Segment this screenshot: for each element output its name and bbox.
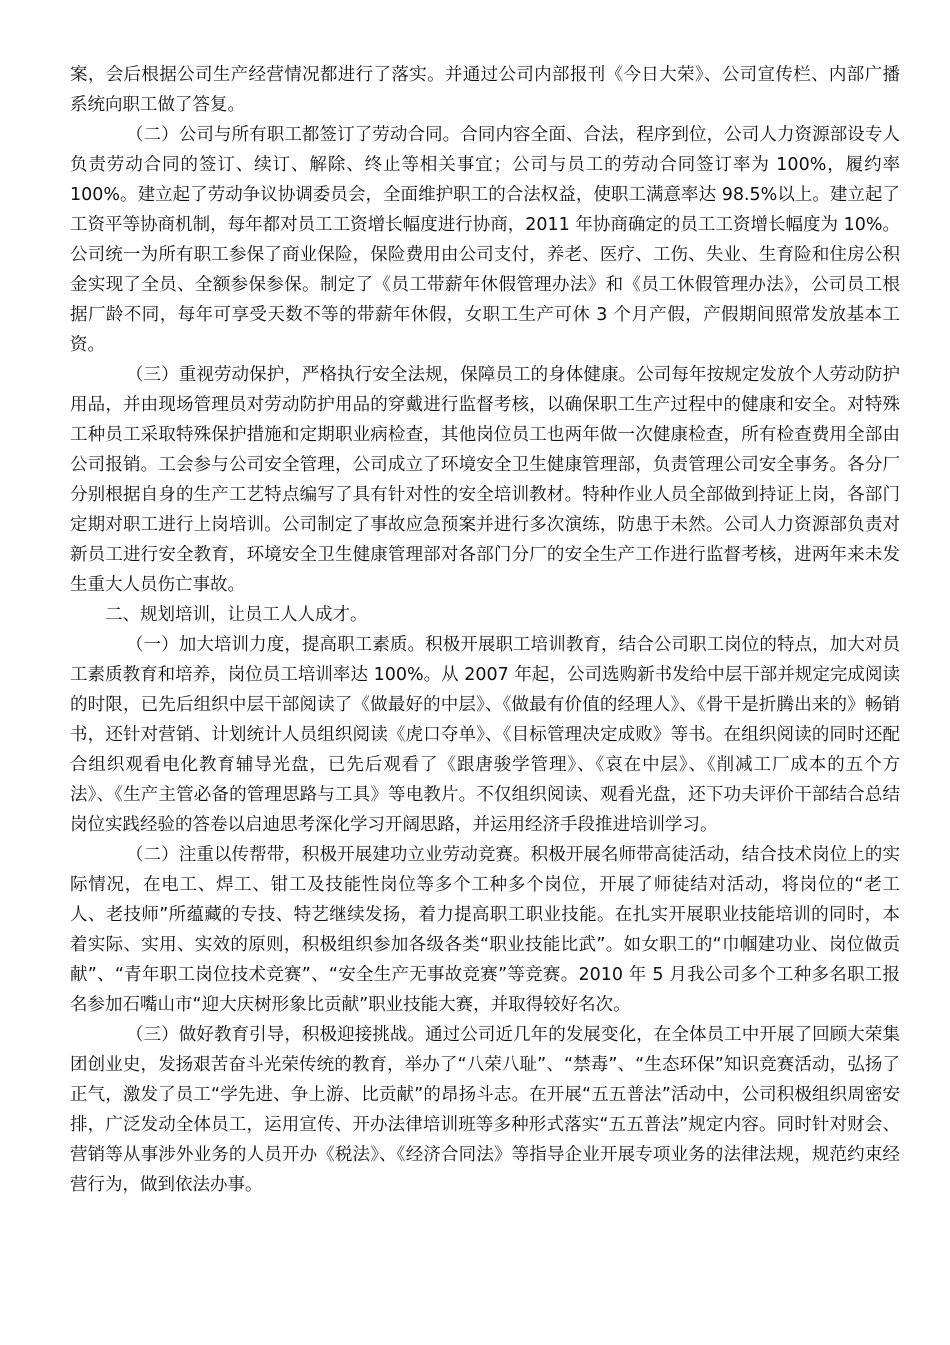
- document-page: [70, 60, 900, 1200]
- paragraph-training-intensity: （一）加大培训力度，提高职工素质。积极开展职工培训教育，结合公司职工岗位的特点，加大对员工素质教育和培养，岗位员工培训率达 100%。从 2007 年起，公司选购新书发给中层干部并规定完成阅读的时限，已先后组织中层干部阅读了《做最好的中层》、《做最有价值的经理人》、《骨干是折腾出来的》畅销书，还针对营销、计划统计人员组织阅读《虎口夺单》、《目标管理决定成败》等书。在组织阅读的同时还配合组织观看电化教育辅导光盘，已先后观看了《跟唐骏学管理》、《哀在中层》、《削减工厂成本的五个方法》、《生产主管必备的管理思路与工具》等电教片。不仅组织阅读、观看光盘，还下功夫评价干部结合总结岗位实践经验的答卷以启迪思考深化学习开阔思路，并运用经济手段推进培训学习。: [70, 635, 900, 835]
- paragraph-mentoring-competition: （二）注重以传帮带，积极开展建功立业劳动竞赛。积极开展名师带高徒活动，结合技术岗位上的实际情况，在电工、焊工、钳工及技能性岗位等多个工种多个岗位，开展了师徒结对活动，将岗位的“老工人、老技师”所蕴藏的专技、特艺继续发扬，着力提高职工职业技能。在扎实开展职业技能培训的同时，本着实际、实用、实效的原则，积极组织参加各级各类“职业技能比武”。如女职工的“巾帼建功业、岗位做贡献”、“青年职工岗位技术竞赛”、“安全生产无事故竞赛”等竞赛。2010 年 5 月我公司多个工种多名职工报名参加石嘴山市“迎大庆树形象比贡献”职业技能大赛，并取得较好名次。: [70, 845, 900, 1015]
- section-heading-training: 二、规划培训，让员工人人成才。: [105, 605, 368, 625]
- paragraph-labor-contract: （二）公司与所有职工都签订了劳动合同。合同内容全面、合法，程序到位，公司人力资源部设专人负责劳动合同的签订、续订、解除、终止等相关事宜；公司与员工的劳动合同签订率为 100%，履约率 100%。建立起了劳动争议协调委员会，全面维护职工的合法权益，使职工满意率达 98.5%以上。建立起了工资平等协商机制，每年都对员工工资增长幅度进行协商，2011 年协商确定的员工工资增长幅度为 10%。公司统一为所有职工参保了商业保险，保险费用由公司支付，养老、医疗、工伤、失业、生育险和住房公积金实现了全员、全额参保参保。制定了《员工带薪年休假管理办法》和《员工休假管理办法》，公司员工根据厂龄不同，每年可享受天数不等的带薪年休假，女职工生产可休 3 个月产假，产假期间照常发放基本工资。: [70, 125, 900, 355]
- paragraph-continuation: 案，会后根据公司生产经营情况都进行了落实。并通过公司内部报刊《今日大荣》、公司宣传栏、内部广播系统向职工做了答复。: [70, 65, 900, 115]
- paragraph-labor-protection: （三）重视劳动保护，严格执行安全法规，保障员工的身体健康。公司每年按规定发放个人劳动防护用品，并由现场管理员对劳动防护用品的穿戴进行监督考核，以确保职工生产过程中的健康和安全。对特殊工种员工采取特殊保护措施和定期职业病检查，其他岗位员工也两年做一次健康检查，所有检查费用全部由公司报销。工会参与公司安全管理，公司成立了环境安全卫生健康管理部，负责管理公司安全事务。各分厂分别根据自身的生产工艺特点编写了具有针对性的安全培训教材。特种作业人员全部做到持证上岗，各部门定期对职工进行上岗培训。公司制定了事故应急预案并进行多次演练，防患于未然。公司人力资源部负责对新员工进行安全教育，环境安全卫生健康管理部对各部门分厂的安全生产工作进行监督考核，进两年来未发生重大人员伤亡事故。: [70, 365, 900, 595]
- paragraph-education-guidance: （三）做好教育引导，积极迎接挑战。通过公司近几年的发展变化，在全体员工中开展了回顾大荣集团创业史，发扬艰苦奋斗光荣传统的教育，举办了“八荣八耻”、“禁毒”、“生态环保”知识竞赛活动，弘扬了正气，激发了员工“学先进、争上游、比贡献”的昂扬斗志。在开展“五五普法”活动中，公司积极组织周密安排，广泛发动全体员工，运用宣传、开办法律培训班等多种形式落实“五五普法”规定内容。同时针对财会、营销等从事涉外业务的人员开办《税法》、《经济合同法》等指导企业开展专项业务的法律法规，规范约束经营行为，做到依法办事。: [70, 1025, 900, 1195]
